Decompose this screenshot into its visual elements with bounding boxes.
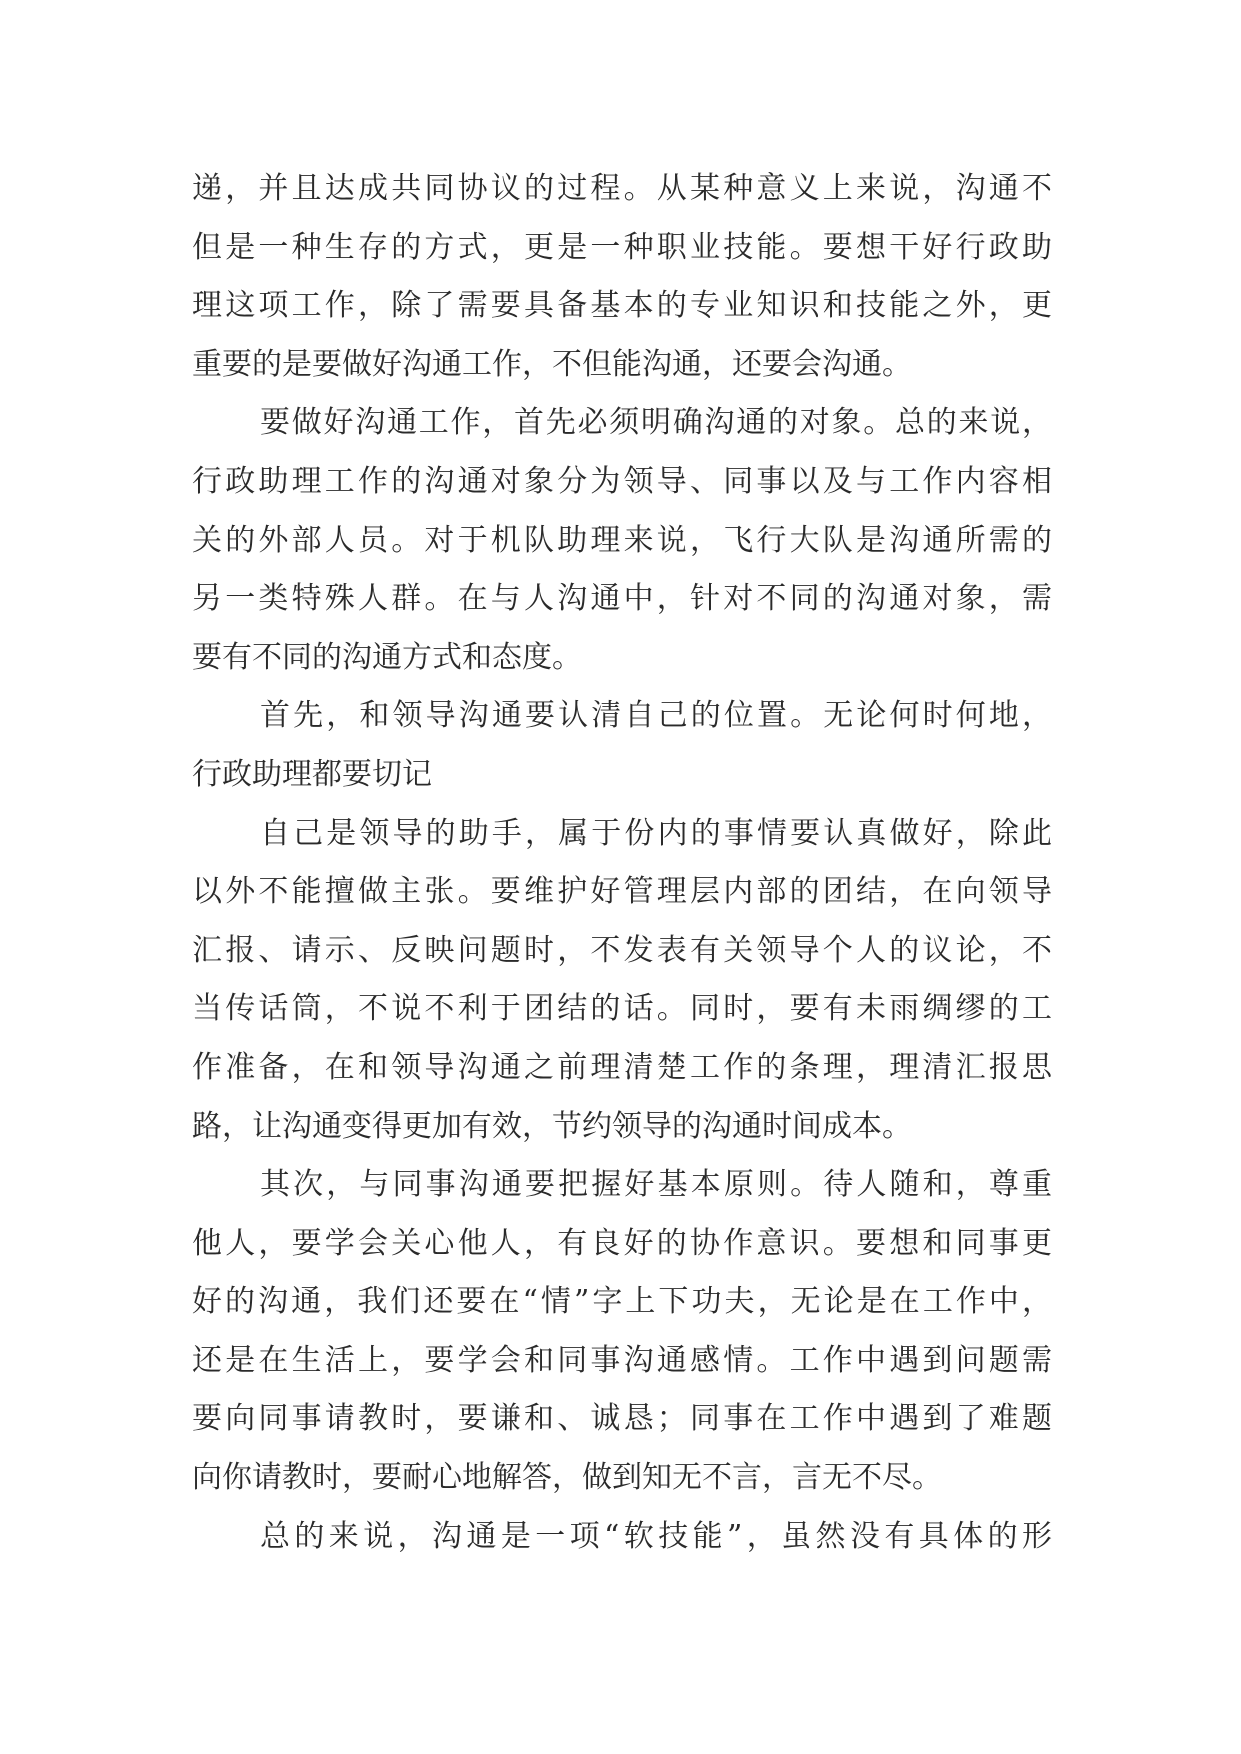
text-line: 另一类特殊人群。在与人沟通中，针对不同的沟通对象，需 [192,581,1052,617]
text-line: 向你请教时，要耐心地解答，做到知无不言，言无不尽。 [192,1460,942,1496]
text-line: 行政助理都要切记 [192,756,432,792]
text-line: 还是在生活上，要学会和同事沟通感情。工作中遇到问题需 [192,1342,1052,1378]
body-text [192,160,1052,1566]
text-line: 要做好沟通工作，首先必须明确沟通的对象。总的来说， [260,405,1052,441]
text-line: 但是一种生存的方式，更是一种职业技能。要想干好行政助 [192,229,1052,265]
text-line: 理这项工作，除了需要具备基本的专业知识和技能之外，更 [192,288,1052,324]
text-line: 以外不能擅做主张。要维护好管理层内部的团结，在向领导 [192,874,1052,910]
text-line: 作准备，在和领导沟通之前理清楚工作的条理，理清汇报思 [192,1049,1052,1085]
text-line: 递，并且达成共同协议的过程。从某种意义上来说，沟通不 [192,171,1052,206]
text-line: 行政助理工作的沟通对象分为领导、同事以及与工作内容相 [192,463,1052,499]
text-line: 要有不同的沟通方式和态度。 [192,639,582,675]
text-line: 当传话筒，不说不利于团结的话。同时，要有未雨绸缪的工 [192,991,1052,1027]
text-line: 关的外部人员。对于机队助理来说，飞行大队是沟通所需的 [192,522,1052,558]
text-line: 汇报、请示、反映问题时，不发表有关领导个人的议论，不 [192,932,1052,968]
text-line: 首先，和领导沟通要认清自己的位置。无论何时何地， [260,698,1052,734]
text-line: 他人，要学会关心他人，有良好的协作意识。要想和同事更 [192,1225,1052,1261]
text-line: 总的来说，沟通是一项“软技能”，虽然没有具体的形 [260,1518,1052,1554]
text-line: 路，让沟通变得更加有效，节约领导的沟通时间成本。 [192,1108,912,1144]
text-line: 重要的是要做好沟通工作，不但能沟通，还要会沟通。 [192,346,912,382]
text-line: 好的沟通，我们还要在“情”字上下功夫，无论是在工作中， [192,1284,1052,1320]
text-line: 其次，与同事沟通要把握好基本原则。待人随和，尊重 [260,1167,1052,1203]
text-line: 要向同事请教时，要谦和、诚恳；同事在工作中遇到了难题 [192,1401,1052,1437]
text-line: 自己是领导的助手，属于份内的事情要认真做好，除此 [260,815,1052,851]
